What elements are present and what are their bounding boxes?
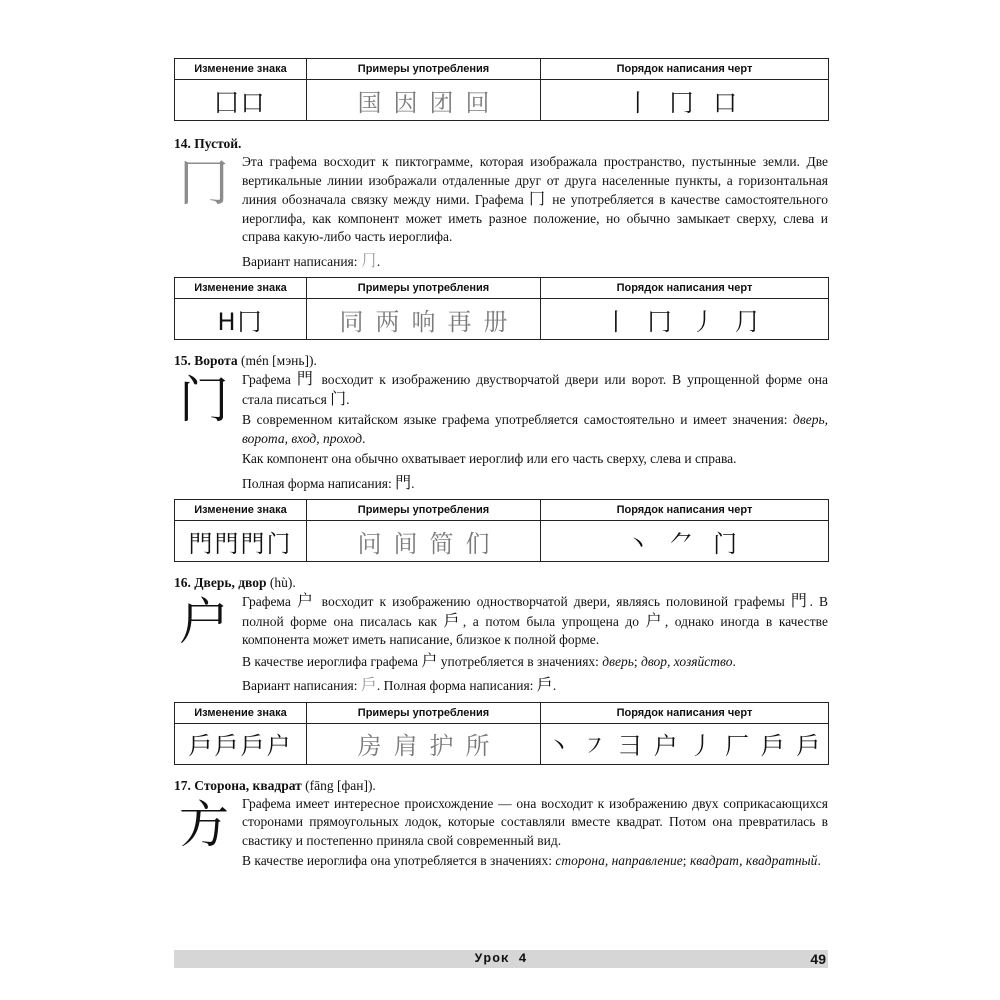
punct: ; bbox=[682, 853, 690, 868]
inline-glyph: 门 bbox=[330, 388, 347, 408]
inline-glyph: 門 bbox=[296, 369, 316, 388]
page-content bbox=[174, 58, 828, 873]
section-16 bbox=[174, 574, 828, 696]
section-14 bbox=[174, 135, 828, 271]
header-change: Изменение знака bbox=[175, 278, 307, 299]
punct: . bbox=[362, 430, 366, 446]
inline-glyph: 門 bbox=[790, 591, 810, 610]
grapheme-glyph: 门 bbox=[179, 371, 229, 429]
sign-change-cell: 戶戶戶户 bbox=[175, 723, 307, 764]
inline-glyph: 冂 bbox=[529, 189, 547, 208]
sign-change-cell: H冂 bbox=[175, 299, 307, 340]
example-glyph: 因 bbox=[393, 88, 418, 117]
example-glyph: 国 bbox=[357, 88, 382, 117]
page-number: 49 bbox=[810, 951, 826, 967]
inline-glyph: 户 bbox=[421, 650, 438, 670]
section-text bbox=[242, 795, 828, 871]
section-text bbox=[242, 370, 828, 493]
section-15 bbox=[174, 352, 828, 493]
examples-cell bbox=[307, 521, 541, 562]
punct: . bbox=[411, 475, 415, 491]
text-fragment: , а потом была упрощена до bbox=[462, 613, 646, 629]
header-order: Порядок написания черт bbox=[541, 500, 829, 521]
stroke-order-cell: 丨 冂 口 bbox=[541, 80, 829, 121]
section-title bbox=[174, 574, 828, 592]
punct: . bbox=[552, 678, 557, 693]
text-fragment: восходит к изображению двустворчатой двери или ворот. В упрощенной форме она стала писаться bbox=[242, 372, 828, 407]
text-fragment: не употребляется в качестве самостоятельного иероглифа, как компонент может иметь разное положение, но обычно замыкает сверху, слева и справа какую-либо часть иероглифа. bbox=[242, 192, 828, 244]
meanings: квадрат, квадратный bbox=[689, 853, 818, 868]
stroke-order-cell: 丨 冂 丿 ⺆ bbox=[541, 299, 829, 340]
example-glyph: 响 bbox=[411, 307, 436, 336]
example-glyph: 间 bbox=[393, 529, 418, 558]
sign-change-cell: 囗口 bbox=[175, 80, 307, 121]
strokes-table-16 bbox=[174, 702, 829, 765]
example-glyph: 册 bbox=[483, 307, 508, 336]
pinyin: (fāng [фан]). bbox=[301, 777, 376, 793]
meanings: дверь, ворота, вход, проход bbox=[242, 412, 828, 446]
section-title-text: Дверь, двор bbox=[194, 575, 267, 590]
example-glyph: 肩 bbox=[393, 732, 418, 760]
header-order: Порядок написания черт bbox=[541, 278, 829, 299]
header-order: Порядок написания черт bbox=[541, 59, 829, 80]
stroke-order-cell: 丶 ㇇ 彐 户 丿 厂 戶 戶 bbox=[541, 723, 829, 764]
example-glyph: 两 bbox=[375, 307, 400, 336]
examples-cell bbox=[307, 299, 541, 340]
sign-change-cell: 門門門门 bbox=[175, 521, 307, 562]
text-fragment: , однако иногда в качестве компонента может иметь написание, близкое к полной форме. bbox=[242, 613, 828, 647]
punct: . bbox=[817, 853, 821, 868]
example-glyph: 同 bbox=[339, 307, 364, 336]
variant-glyph: ⺆ bbox=[360, 250, 377, 270]
variant-label: Вариант написания: bbox=[242, 253, 361, 269]
full-form-label: . Полная форма написания: bbox=[376, 678, 537, 693]
text-fragment: В современном китайском языке графема употребляется самостоятельно и имеет значения: bbox=[242, 412, 794, 427]
text-fragment: . В полной форме она писалась как bbox=[242, 594, 828, 629]
example-glyph: 再 bbox=[447, 307, 472, 336]
section-text bbox=[242, 153, 828, 271]
punct: ; bbox=[633, 653, 641, 669]
variant-label: Вариант написания: bbox=[242, 678, 361, 693]
example-glyph: 回 bbox=[465, 88, 490, 117]
lesson-label: Урок 4 bbox=[474, 951, 528, 966]
punct: . bbox=[376, 253, 381, 269]
section-title-text: Сторона, квадрат bbox=[194, 777, 302, 793]
example-glyph: 们 bbox=[465, 529, 490, 558]
header-order: Порядок написания черт bbox=[541, 702, 829, 723]
header-change: Изменение знака bbox=[175, 59, 307, 80]
section-title bbox=[174, 135, 828, 153]
section-title bbox=[174, 777, 828, 795]
pinyin: (hù). bbox=[266, 575, 296, 590]
text-fragment: Эта графема восходит к пиктограмме, которая изображала пространство, пустынные земли. Две вертикальные линии изображали отдаленные друг от друга населенные пункты, а горизонтальная линия обозначала связку между ними. Графема bbox=[242, 154, 828, 207]
text-fragment: В качестве иероглифа она употребляется в значениях: bbox=[242, 853, 556, 868]
inline-glyph: 户 bbox=[296, 591, 316, 610]
header-change: Изменение знака bbox=[175, 500, 307, 521]
meanings: сторона, направление bbox=[555, 853, 683, 868]
pinyin: (mén [мэнь]). bbox=[237, 353, 317, 368]
example-glyph: 团 bbox=[429, 88, 454, 117]
grapheme-glyph: 冂 bbox=[179, 154, 229, 212]
section-title-text: Пустой. bbox=[194, 136, 242, 151]
inline-glyph: 户 bbox=[645, 610, 665, 630]
section-17 bbox=[174, 777, 828, 871]
origin-text: Графема имеет интересное происхождение — она восходит к изображению двух соприкасающихся сторонами прямоугольных лодок, которые составляли вместе квадрат. Потом она превратилась в свастику и постепенно приняла свой современный вид. bbox=[242, 795, 828, 848]
full-form-label: Полная форма написания: bbox=[242, 475, 396, 491]
text-fragment: В качестве иероглифа графема bbox=[242, 653, 422, 669]
page-footer bbox=[174, 950, 828, 968]
section-title bbox=[174, 352, 828, 370]
component-note: Как компонент она обычно охватывает иероглиф или его часть сверху, слева и справа. bbox=[242, 451, 737, 466]
example-glyph: 房 bbox=[357, 732, 382, 760]
section-title-text: Ворота bbox=[194, 353, 238, 368]
text-fragment: Графема bbox=[242, 594, 297, 609]
example-glyph: 问 bbox=[357, 529, 382, 558]
header-examples: Примеры употребления bbox=[307, 702, 541, 723]
text-fragment: восходит к изображению одностворчатой двери, являясь половиной графемы bbox=[315, 594, 791, 609]
section-number: 15. bbox=[174, 353, 191, 368]
section-number: 16. bbox=[174, 575, 191, 590]
punct: . bbox=[732, 653, 736, 669]
header-examples: Примеры употребления bbox=[307, 500, 541, 521]
meanings: двор, хозяйство bbox=[641, 653, 733, 669]
text-fragment: Графема bbox=[242, 372, 297, 387]
grapheme-glyph: 户 bbox=[179, 593, 229, 651]
strokes-table-15 bbox=[174, 499, 829, 562]
grapheme-glyph: 方 bbox=[179, 795, 229, 854]
full-form-glyph: 戶 bbox=[536, 675, 553, 694]
full-form-glyph: 門 bbox=[395, 472, 412, 492]
inline-glyph: 戶 bbox=[443, 610, 463, 630]
variant-glyph: 戶 bbox=[360, 675, 377, 694]
examples-cell bbox=[307, 723, 541, 764]
stroke-order-cell: 丶 ⺈ 门 bbox=[541, 521, 829, 562]
header-change: Изменение знака bbox=[175, 702, 307, 723]
section-text bbox=[242, 592, 828, 696]
header-examples: Примеры употребления bbox=[307, 59, 541, 80]
strokes-table-13 bbox=[174, 58, 829, 121]
example-glyph: 护 bbox=[429, 732, 454, 760]
example-glyph: 所 bbox=[465, 732, 490, 760]
section-number: 17. bbox=[174, 777, 191, 793]
examples-cell bbox=[307, 80, 541, 121]
section-number: 14. bbox=[174, 136, 191, 151]
header-examples: Примеры употребления bbox=[307, 278, 541, 299]
strokes-table-14 bbox=[174, 277, 829, 340]
meanings: дверь bbox=[602, 653, 634, 669]
example-glyph: 简 bbox=[429, 529, 454, 558]
text-fragment: употребляется в значениях: bbox=[437, 653, 603, 669]
punct: . bbox=[346, 391, 350, 407]
